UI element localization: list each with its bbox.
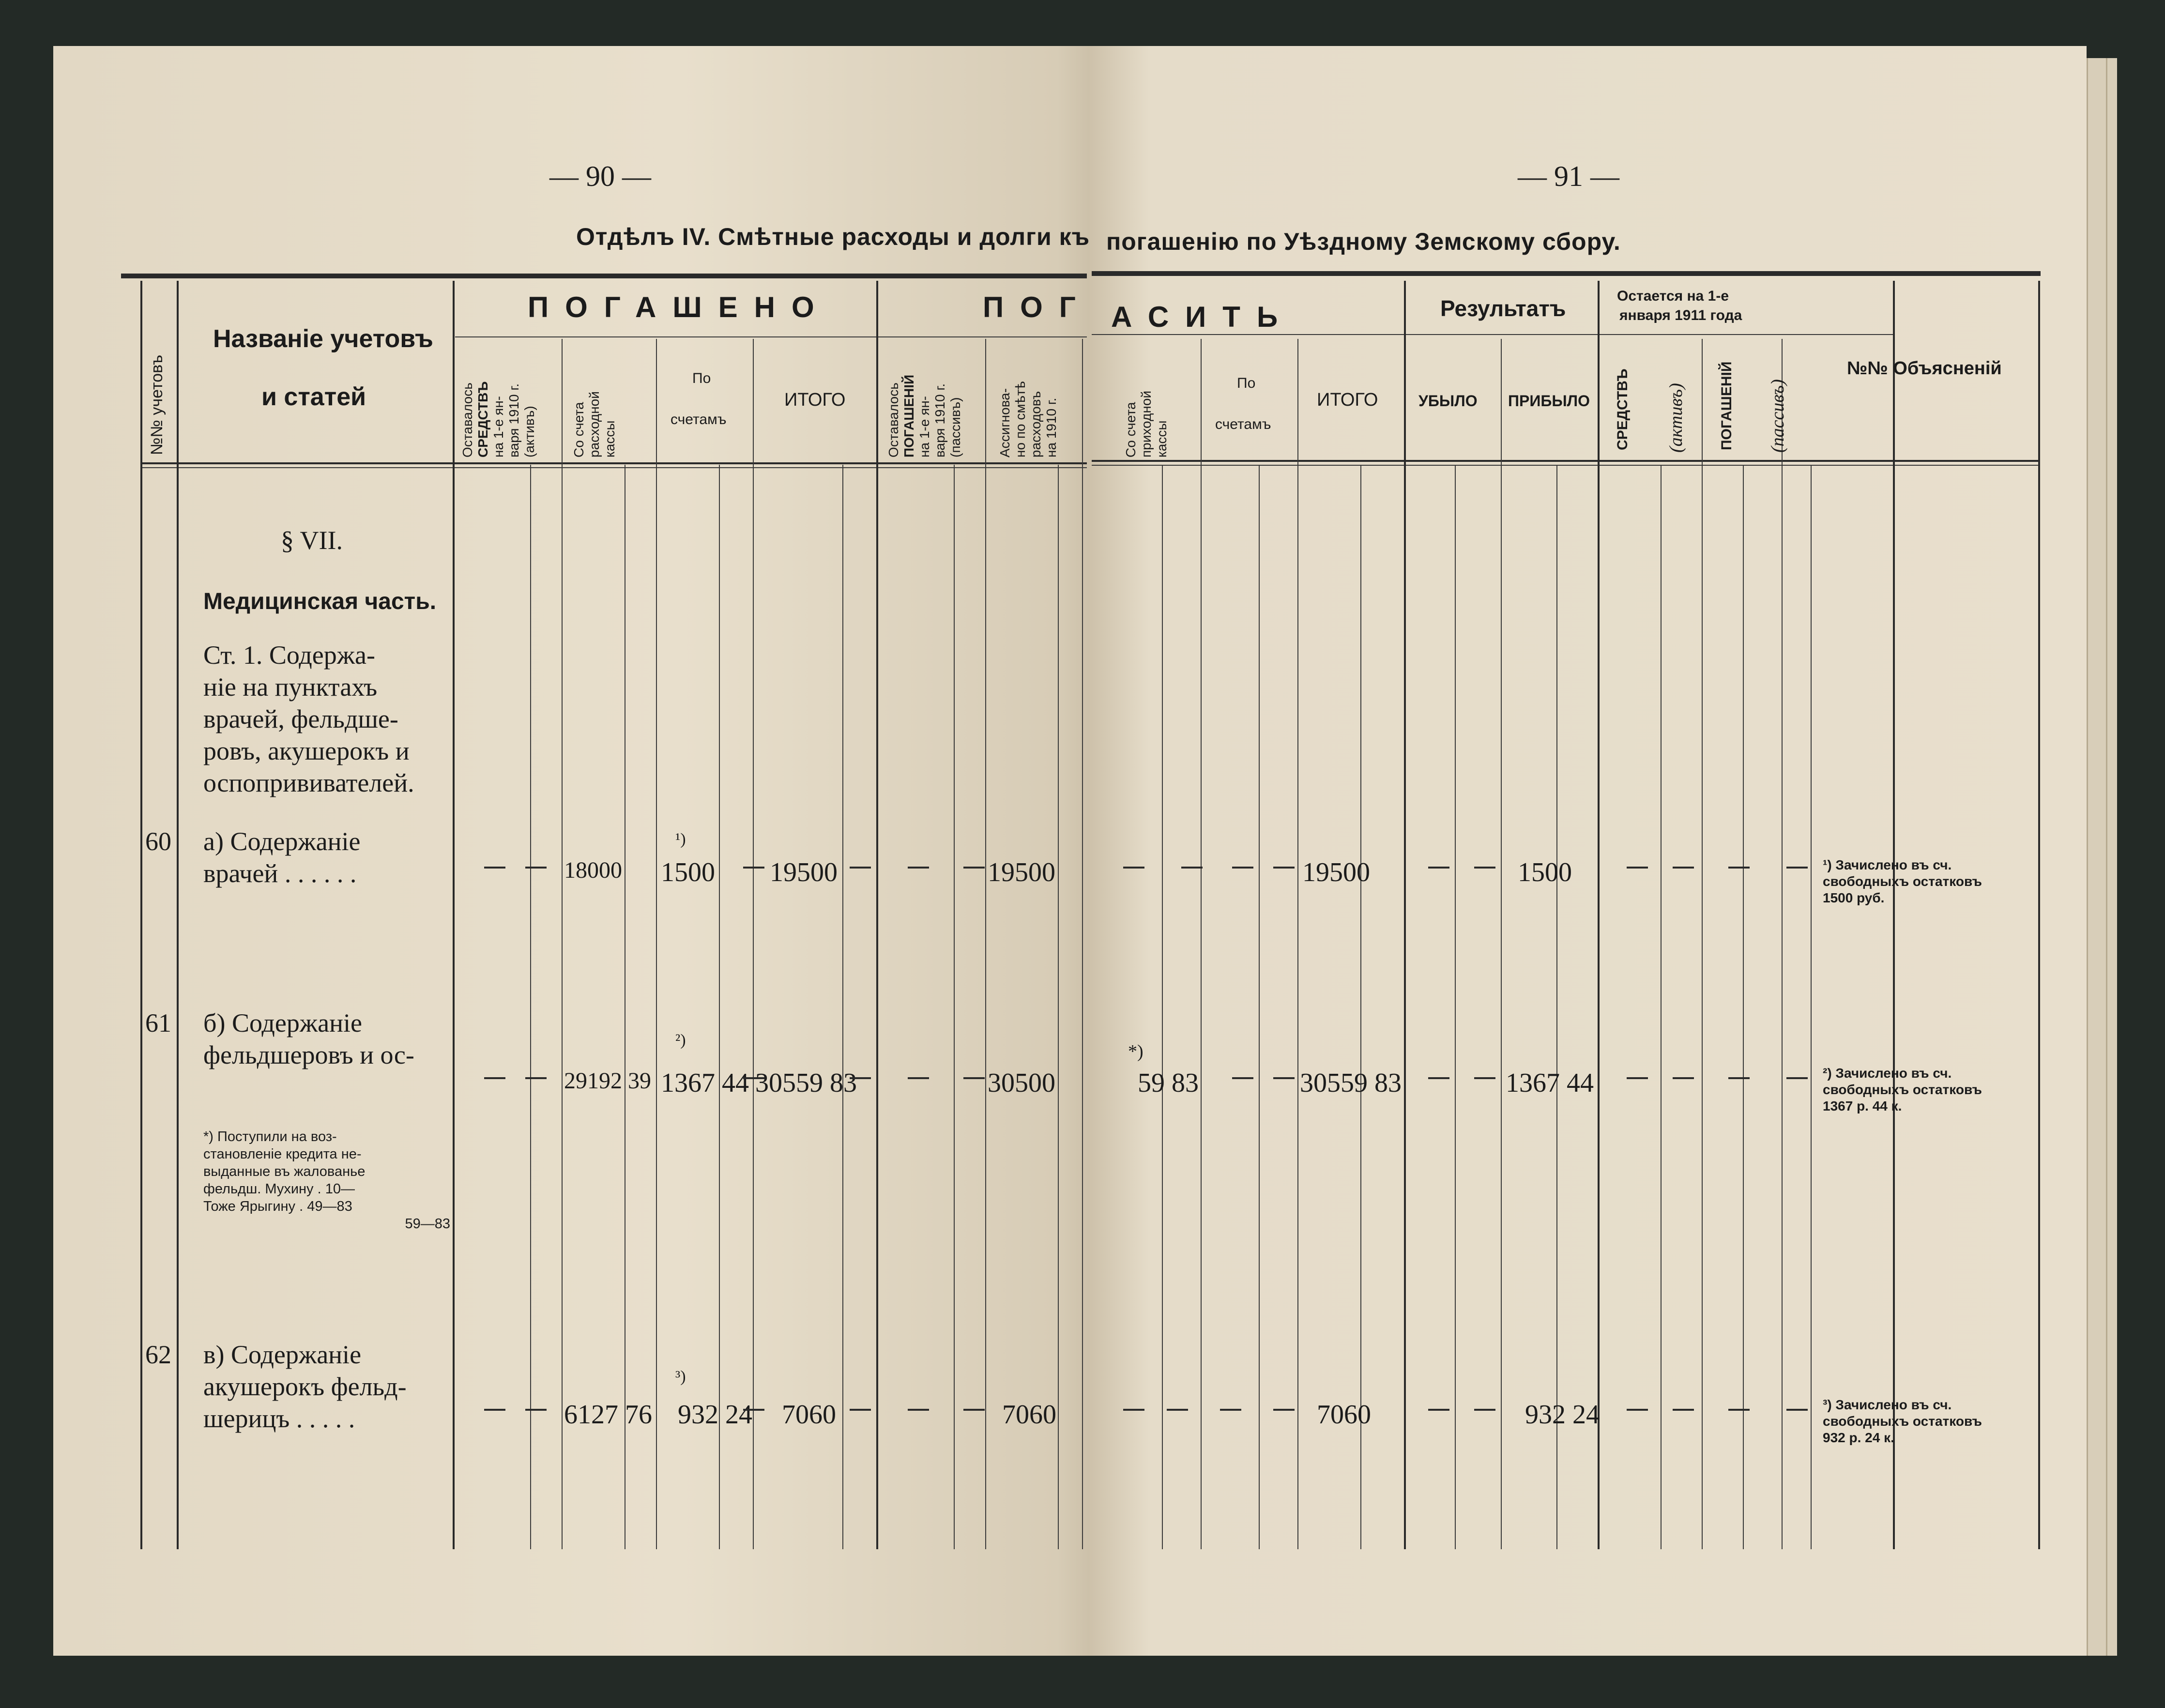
row-number: 60 <box>145 827 171 856</box>
col-header-accounts-2: счетамъ <box>671 412 727 427</box>
col-line <box>1082 339 1083 1549</box>
col-header-remain-liab: ПОГАШЕНІЙ <box>1719 361 1735 450</box>
dash-mark <box>1428 1409 1449 1411</box>
dash-mark <box>1123 867 1144 869</box>
col-header-assigned: Ассигнова- но по смѣтѣ расходовъ на 1910 г. <box>997 381 1059 458</box>
col-line <box>1259 465 1260 1549</box>
dash-mark <box>1673 867 1694 869</box>
dash-mark <box>963 1409 985 1411</box>
dash-mark <box>1673 1409 1694 1411</box>
section-title-right: погашенію по Уѣздному Земскому сбору. <box>1106 228 1621 255</box>
col-line <box>656 339 657 1549</box>
group-header-result: Результатъ <box>1440 296 1566 321</box>
dash-mark <box>1786 1409 1808 1411</box>
page-edge <box>2087 58 2107 1656</box>
footnote-mark: *) <box>1128 1041 1143 1062</box>
dash-mark <box>1627 1409 1648 1411</box>
col-line <box>562 339 563 1549</box>
group-rule <box>1092 334 1893 335</box>
header-rule <box>1092 460 2038 462</box>
dash-mark <box>525 1409 547 1411</box>
header-rule <box>140 462 1087 464</box>
group-header-remains-2: января 1911 года <box>1619 307 1742 323</box>
col-line <box>177 281 179 1549</box>
dash-mark <box>850 867 871 869</box>
row-number: 61 <box>145 1008 171 1037</box>
cell-total: 30559 83 <box>755 1068 857 1098</box>
cell-profit: 1500 <box>1518 857 1572 887</box>
dash-mark <box>1220 1409 1241 1411</box>
col-header-accounts-r1: По <box>1237 375 1256 391</box>
cell-expense-cash: 18000 <box>564 857 622 883</box>
col-header-name-1: Названіе учетовъ <box>213 325 433 353</box>
footnote-2: ²) Зачислено въ сч. свободныхъ остатковъ 1367 р. 44 к. <box>1823 1066 1982 1113</box>
article-text: Ст. 1. Содержа- ніе на пунктахъ врачей, фельдше- ровъ, акушерокъ и оспопрививателей. <box>203 640 414 797</box>
col-header-name-2: и статей <box>261 383 366 411</box>
row-number: 62 <box>145 1340 171 1369</box>
dash-mark <box>1273 1077 1295 1079</box>
cell-assigned: 19500 <box>988 857 1055 887</box>
col-line <box>1661 465 1662 1549</box>
dash-mark <box>1232 1077 1253 1079</box>
cell-total: 7060 <box>782 1400 836 1430</box>
dash-mark <box>743 867 764 869</box>
col-line <box>954 465 955 1549</box>
col-header-remain-liab-note: (пассивъ) <box>1768 379 1788 453</box>
footnote-mark: ²) <box>675 1031 686 1049</box>
dash-mark <box>1673 1077 1694 1079</box>
col-line <box>1893 281 1895 1549</box>
cell-by-accounts: 1500 <box>661 857 715 887</box>
dash-mark <box>1273 867 1295 869</box>
dash-mark <box>525 1077 547 1079</box>
group-header-to-pay-left: ПОГ <box>983 291 1092 323</box>
col-line <box>1360 465 1361 1549</box>
col-line <box>1297 339 1298 1549</box>
col-line <box>1162 465 1163 1549</box>
col-line <box>719 465 720 1549</box>
dash-mark <box>963 1077 985 1079</box>
page-edge <box>2106 58 2117 1656</box>
dash-mark <box>850 1409 871 1411</box>
col-header-left-liab: Оставалось ПОГАШЕНІЙ на 1-е ян- варя 1910 г. (пассивъ) <box>886 374 963 458</box>
dash-mark <box>1786 867 1808 869</box>
col-header-accounts-1: По <box>692 370 711 386</box>
col-line <box>1598 281 1600 1549</box>
dash-mark <box>1428 1077 1449 1079</box>
col-line <box>876 281 878 1549</box>
dash-mark <box>1232 867 1253 869</box>
col-header-remain-assets: СРЕДСТВЪ <box>1615 368 1631 450</box>
col-line <box>530 465 531 1549</box>
footnote-1: ¹) Зачислено въ сч. свободныхъ остатковъ 1500 руб. <box>1823 857 1982 905</box>
col-line <box>1455 465 1456 1549</box>
col-line <box>1782 339 1783 1549</box>
dash-mark <box>1273 1409 1295 1411</box>
col-header-no: №№ учетовъ <box>148 354 166 455</box>
dash-mark <box>1728 1409 1750 1411</box>
col-line <box>1556 465 1557 1549</box>
group-header-paid: ПОГАШЕНО <box>528 291 831 323</box>
col-header-income-cash: Со счета приходной кассы <box>1123 390 1169 458</box>
col-header-total-left: ИТОГО <box>784 390 846 410</box>
star-footnote: *) Поступили на воз- становленіе кредита не- выданные въ жалованье фельдш. Мухину . 10— Тоже Ярыгину . 49—83 59—83 <box>203 1129 450 1232</box>
dash-mark <box>1627 1077 1648 1079</box>
col-line <box>1811 465 1812 1549</box>
col-header-total-right: ИТОГО <box>1317 390 1378 410</box>
col-header-loss: УБЫЛО <box>1418 392 1478 410</box>
row-label: в) Содержаніе акушерокъ фельд- шерицъ . . . . . <box>203 1340 407 1433</box>
dash-mark <box>963 867 985 869</box>
top-rule <box>121 274 1087 278</box>
dash-mark <box>1181 867 1203 869</box>
dash-mark <box>743 1409 764 1411</box>
col-line <box>1702 339 1703 1549</box>
col-line <box>1501 339 1502 1549</box>
dash-mark <box>1728 1077 1750 1079</box>
group-rule <box>455 336 1087 337</box>
col-header-left-assets: Оставалось СРЕДСТВЪ на 1-е ян- варя 1910 г. (активъ) <box>460 381 537 458</box>
col-line <box>140 281 142 1549</box>
col-line <box>453 281 455 1549</box>
dash-mark <box>1474 1409 1495 1411</box>
dash-mark <box>484 1077 505 1079</box>
dash-mark <box>743 1077 764 1079</box>
dash-mark <box>908 867 929 869</box>
col-line <box>1404 281 1406 1549</box>
row-label: а) Содержаніе врачей . . . . . . <box>203 827 361 888</box>
col-header-accounts-r2: счетамъ <box>1215 416 1271 432</box>
section-name: Медицинская часть. <box>203 589 437 614</box>
page-number-left: — 90 — <box>549 160 651 192</box>
section-number: § VII. <box>281 526 343 555</box>
cell-by-accounts: 932 24 <box>678 1400 752 1430</box>
dash-mark <box>908 1409 929 1411</box>
dash-mark <box>1786 1077 1808 1079</box>
col-header-explanations: №№ Объясненій <box>1847 358 2002 379</box>
col-header-expense-cash: Со счета расходной кассы <box>571 391 617 458</box>
dash-mark <box>1627 867 1648 869</box>
cell-expense-cash: 6127 76 <box>564 1400 652 1430</box>
cell-total-right: 30559 83 <box>1300 1068 1402 1098</box>
col-line <box>753 339 754 1549</box>
cell-expense-cash: 29192 39 <box>564 1068 651 1094</box>
footnote-mark: ³) <box>675 1368 686 1386</box>
cell-assigned: 30500 <box>988 1068 1055 1098</box>
dash-mark <box>1474 1077 1495 1079</box>
header-rule <box>1092 465 2038 466</box>
cell-profit: 932 24 <box>1525 1400 1600 1430</box>
dash-mark <box>850 1077 871 1079</box>
col-line <box>2038 281 2040 1549</box>
col-line <box>842 465 843 1549</box>
dash-mark <box>1728 867 1750 869</box>
header-rule <box>140 467 1087 468</box>
cell-income-cash: 59 83 <box>1138 1068 1199 1098</box>
dash-mark <box>484 867 505 869</box>
dash-mark <box>525 867 547 869</box>
section-title-left: Отдѣлъ IV. Смѣтные расходы и долги къ <box>576 223 1090 250</box>
dash-mark <box>1428 867 1449 869</box>
cell-by-accounts: 1367 44 <box>661 1068 749 1098</box>
cell-profit: 1367 44 <box>1506 1068 1594 1098</box>
page-number-right: — 91 — <box>1518 160 1619 192</box>
group-header-remains-1: Остается на 1-е <box>1617 288 1729 304</box>
col-line <box>985 339 986 1549</box>
col-line <box>1201 339 1202 1549</box>
footnote-3: ³) Зачислено въ сч. свободныхъ остатковъ 932 р. 24 к. <box>1823 1397 1982 1445</box>
row-label: б) Содержаніе фельдшеровъ и ос- <box>203 1008 414 1069</box>
dash-mark <box>1474 867 1495 869</box>
col-line <box>1058 465 1059 1549</box>
cell-total: 19500 <box>770 857 838 887</box>
dash-mark <box>484 1409 505 1411</box>
top-rule <box>1092 271 2041 276</box>
col-header-remain-assets-note: (активъ) <box>1666 383 1686 453</box>
footnote-mark: ¹) <box>675 830 686 848</box>
group-header-to-pay-right: АСИТЬ <box>1111 301 1295 333</box>
cell-assigned: 7060 <box>1002 1400 1056 1430</box>
dash-mark <box>1167 1409 1188 1411</box>
col-line <box>1743 465 1744 1549</box>
cell-total-right: 7060 <box>1317 1400 1371 1430</box>
dash-mark <box>908 1077 929 1079</box>
dash-mark <box>1123 1409 1144 1411</box>
col-header-profit: ПРИБЫЛО <box>1508 392 1590 410</box>
cell-total-right: 19500 <box>1302 857 1370 887</box>
